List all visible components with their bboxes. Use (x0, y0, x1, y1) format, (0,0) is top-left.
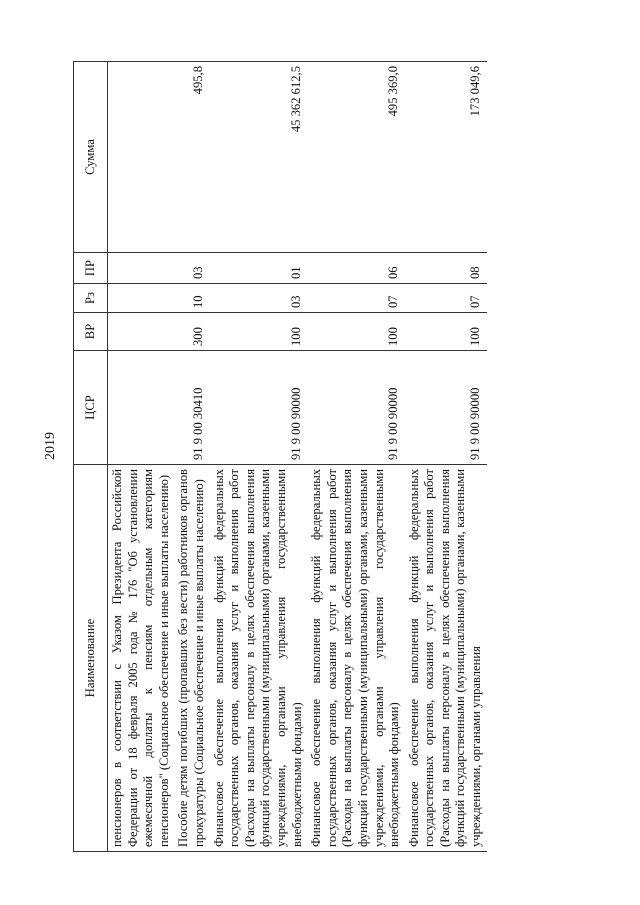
row-csr: 91 9 00 30410 (174, 351, 209, 465)
row-rz: 07 (307, 284, 405, 313)
row-pr: 01 (210, 253, 308, 284)
row-pr (108, 253, 175, 284)
row-rz: 07 (405, 284, 487, 313)
row-csr (108, 351, 175, 465)
row-vr (108, 313, 175, 351)
row-vr: 100 (307, 313, 405, 351)
header-vr: ВР (74, 313, 108, 351)
row-rz: 03 (210, 284, 308, 313)
row-sum: 45 362 612,5 (210, 62, 308, 253)
row-vr: 100 (405, 313, 487, 351)
row-name: Финансовое обеспечение выполнения функций федеральных государственных органов, оказания услуг и выполнения работ (Расходы на выплаты персоналу в целях обеспечения выполнения функций государственными (муниципальными) органами, казенными учреждениями, органами управления государственными внебюджетными фондами) (210, 465, 308, 852)
table-row (405, 62, 487, 852)
budget-table (73, 61, 487, 852)
table-row (108, 62, 175, 852)
row-csr: 91 9 00 90000 (307, 351, 405, 465)
header-csr: ЦСР (74, 351, 108, 465)
row-rz (108, 284, 175, 313)
row-vr: 300 (174, 313, 209, 351)
table-row (210, 62, 308, 852)
header-sum: Сумма (74, 62, 108, 253)
page-number: 2019 (43, 432, 58, 460)
row-csr: 91 9 00 90000 (210, 351, 308, 465)
header-rz: Рз (74, 284, 108, 313)
row-sum (108, 62, 175, 253)
header-pr: ПР (74, 253, 108, 284)
row-sum: 173 049,6 (405, 62, 487, 253)
table-row (307, 62, 405, 852)
row-name: Финансовое обеспечение выполнения функций федеральных государственных органов, оказания услуг и выполнения работ (Расходы на выплаты персоналу в целях обеспечения выполнения функций государственными (муниципальными) органами, казенными учреждениями, органами управления государственными внебюджетными фондами) (307, 465, 405, 852)
row-pr: 03 (174, 253, 209, 284)
row-name: пенсионеров в соответствии с Указом Президента Российской Федерации от 18 февраля 2005 года № 176 "Об установлении ежемесячной доплаты к пенсиям отдельным категориям пенсионеров" (Социальное обеспечение и иные выплаты населению) (108, 465, 175, 852)
header-name: Наименование (74, 465, 108, 852)
row-pr: 08 (405, 253, 487, 284)
row-sum: 495,8 (174, 62, 209, 253)
row-rz: 10 (174, 284, 209, 313)
row-name: Пособие детям погибших (пропавших без вести) работников органов прокуратуры (Социальное обеспечение и иные выплаты населению) (174, 465, 209, 852)
row-vr: 100 (210, 313, 308, 351)
rotated-budget-table (73, 62, 605, 852)
row-name: Финансовое обеспечение выполнения функций федеральных государственных органов, оказания услуг и выполнения работ (Расходы на выплаты персоналу в целях обеспечения выполнения функций государственными (муниципальными) органами, казенными учреждениями, органами управления (405, 465, 487, 852)
table-row (174, 62, 209, 852)
row-sum: 495 369,0 (307, 62, 405, 253)
row-pr: 06 (307, 253, 405, 284)
row-csr: 91 9 00 90000 (405, 351, 487, 465)
table-header-row (74, 62, 108, 852)
